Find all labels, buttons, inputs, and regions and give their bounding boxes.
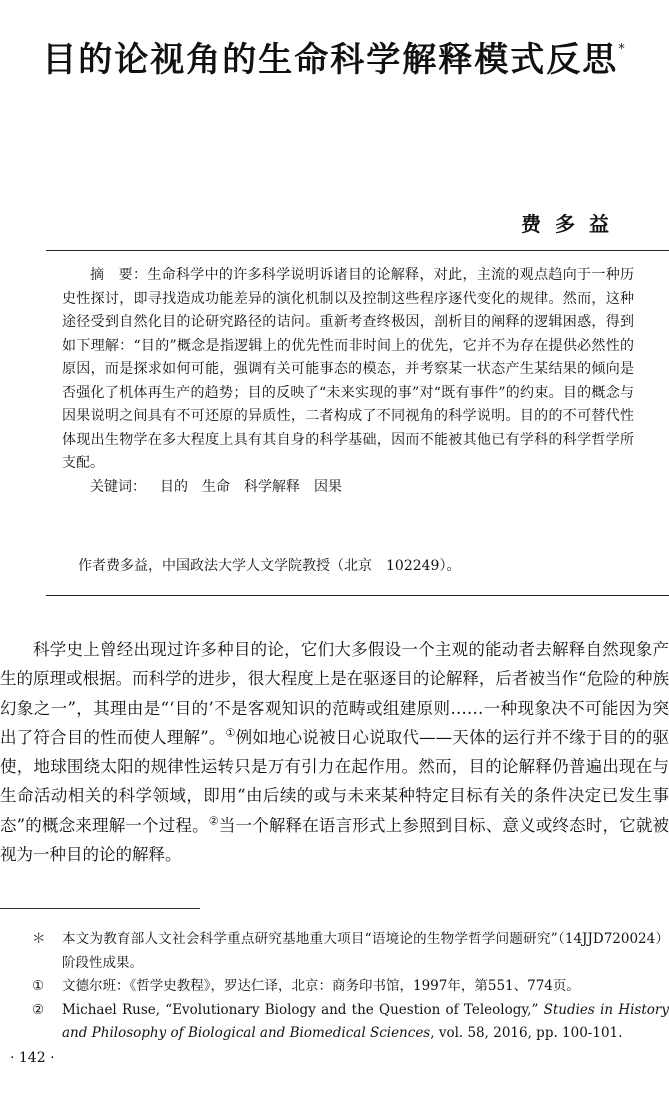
body-text-part: 科学史上曾经出现过许多种目的论，它们大多假设一个主观的能动者去解释自然现象产生的原理或根据。而科学的进步，很大程度上是在驱逐目的论解释，后者被当作“危险的种族幻象之一”，其理由是“‘目的’不是客观知识的范畴或组建原则……一种现象决不可能因为突出了符合目的性而使人理解”。 — [0, 640, 669, 747]
body-text-part: 例如地心说被日心说取代——天体的运行并不缘于目的的驱使，地球围绕太阳的规律性运转只是万有引力在起作用。然而，目的论解释仍普遍出现在与生命活动相关的科学领域，即用“由后续的或与未来某种特定目标有关的条件决定已发生事态”的概念来理解一个过程。 — [0, 727, 669, 835]
footnote-ref[interactable]: ② — [208, 814, 219, 828]
footnote-separator — [0, 908, 200, 909]
keywords-line — [62, 476, 634, 500]
abstract-text: 生命科学中的许多科学说明诉诸目的论解释，对此，主流的观点趋向于一种历史性探讨，即寻找造成功能差异的演化机制以及控制这些程序逐代变化的规律。然而，这种途径受到自然化目的论研究路径的诘问。重新考查终极因，剖析目的阐释的逻辑困惑，得到如下理解：“目的”概念是指逻辑上的优先性而非时间上的优先，它并不为存在提供必然性的原因，而是探求如何可能，强调有关可能事态的模态，并考察某一状态产生某结果的倾向是否强化了机体再生产的趋势；目的反映了“未来实现的事”对“既有事件”的约束。目的概念与因果说明之间具有不可还原的异质性，二者构成了不同视角的科学说明。目的的不可替代性体现出生物学在多大程度上具有其自身的科学基础，因而不能被其他已有学科的科学哲学所支配。 — [62, 267, 635, 471]
article-title — [0, 40, 669, 81]
footnote-ref[interactable]: ① — [225, 726, 236, 740]
article-title-text: 目的论视角的生命科学解释模式反思 — [42, 40, 619, 80]
body-text-part: 当一个解释在语言形式上参照到目标、意义或终态时，它就被视为一种目的论的解释。 — [0, 815, 669, 865]
footnote-text: 本文为教育部人文社会科学重点研究基地重大项目“语境论的生物学哲学问题研究”（14JJD720024）阶段性成果。 — [62, 931, 669, 971]
citation-details: , vol. 58, 2016, pp. 100-101. — [430, 1025, 623, 1041]
author-name: 费多益 — [521, 212, 623, 236]
abstract-top-rule — [46, 250, 669, 251]
footnote-item — [32, 999, 669, 1046]
title-footnote-mark: * — [618, 42, 627, 57]
abstract-bottom-rule — [46, 595, 669, 596]
keyword: 因果 — [314, 478, 342, 495]
keyword: 目的 — [160, 478, 188, 495]
body-text — [0, 635, 669, 869]
author-affiliation: 作者费多益，中国政法大学人文学院教授（北京 102249）。 — [78, 558, 461, 574]
footnotes — [32, 928, 669, 1046]
footnote-item — [32, 928, 669, 975]
journal-title: Studies in History and Philosophy of Biological and Biomedical Sciences — [62, 1001, 669, 1041]
abstract-block — [62, 264, 634, 499]
body-paragraph — [0, 635, 669, 869]
keyword: 生命 — [202, 478, 230, 495]
footnote-mark: ② — [32, 1001, 45, 1018]
footnote-mark: ＊ — [32, 931, 46, 947]
footnote-text: 文德尔班：《哲学史教程》，罗达仁译，北京：商务印书馆，1997年，第551、774页。 — [62, 978, 580, 994]
abstract-label: 摘 要： — [90, 267, 148, 283]
page-number: · 142 · — [10, 1050, 55, 1066]
keyword: 科学解释 — [244, 478, 300, 495]
keywords-label: 关键词： — [90, 478, 146, 495]
footnote-mark: ① — [32, 978, 45, 994]
footnote-text — [62, 999, 669, 1046]
abstract-paragraph — [62, 264, 634, 476]
footnote-item — [32, 975, 669, 999]
citation-author-text: Michael Ruse, “Evolutionary Biology and the Question of Teleology,” — [62, 1001, 544, 1018]
